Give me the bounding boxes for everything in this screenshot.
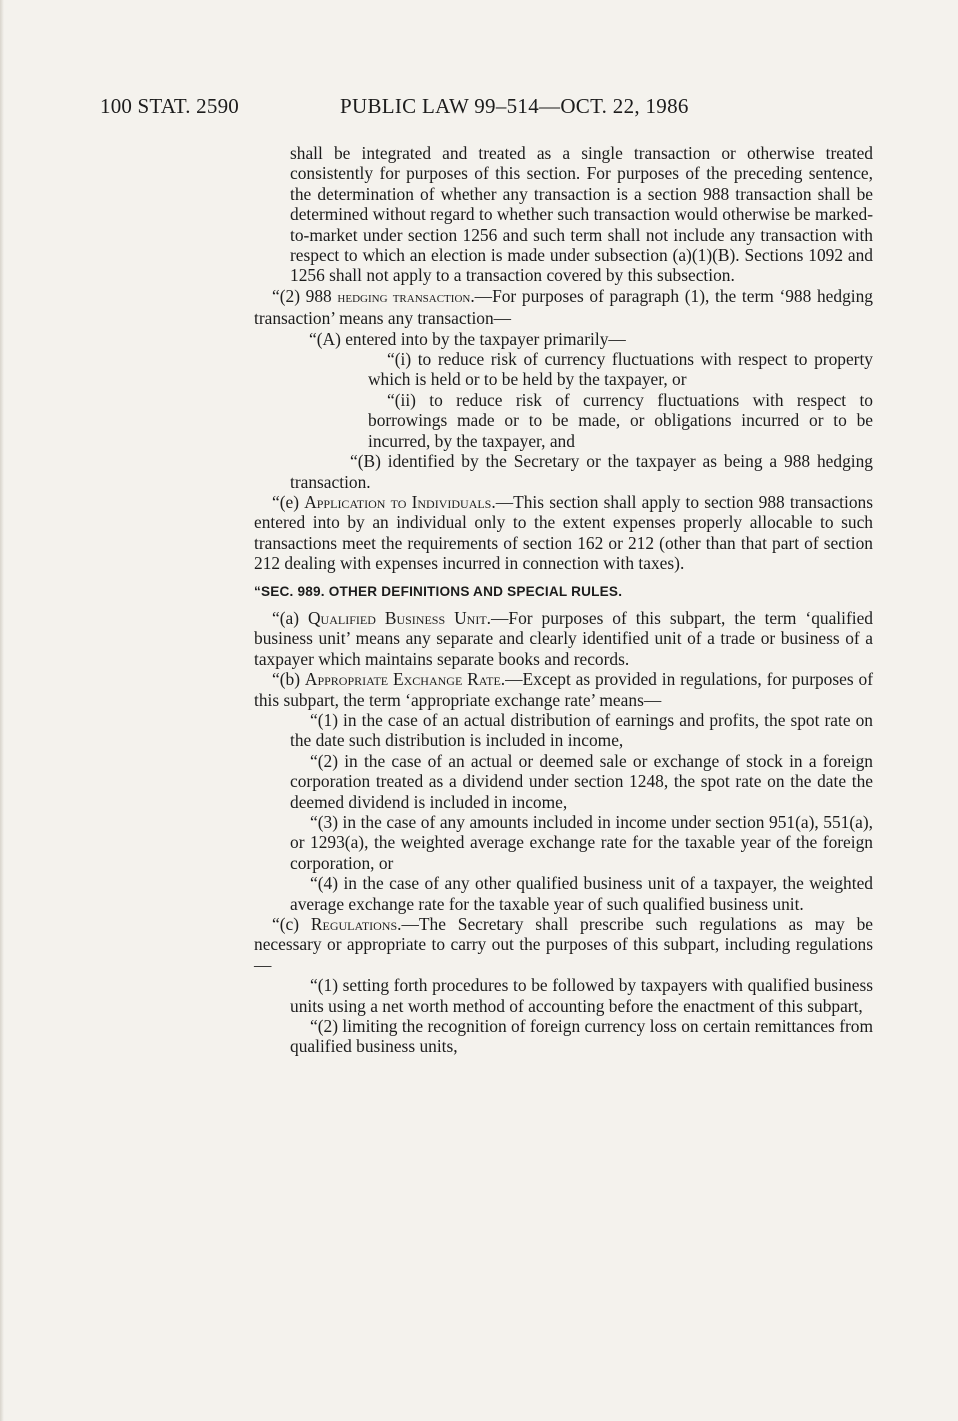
paragraph-heading: hedging transaction <box>337 288 471 306</box>
paragraph-c-1: “(1) setting forth procedures to be followed by taxpayers with qualified business units using a net worth method of accounting before the enactment of this subpart, <box>290 975 873 1016</box>
subsection-heading: Application to Individuals <box>304 491 492 512</box>
subsection-text: .—The Secretary shall prescribe such regulations as may be necessary or appropriate to carry out the purposes of this subpart, including regulations— <box>254 914 874 975</box>
clause-i: “(i) to reduce risk of currency fluctuations with respect to property which is held or to be held by the taxpayer, or <box>368 349 873 390</box>
subsection-e <box>254 492 873 574</box>
page-edge-shadow <box>0 0 4 1421</box>
clause-ii: “(ii) to reduce risk of currency fluctuations with respect to borrowings made or to be made, or obligations incurred or to be incurred, by the taxpayer, and <box>368 389 873 451</box>
subsection-heading: Appropriate Exchange Rate <box>304 669 501 690</box>
paragraph-b-2: “(2) in the case of an actual or deemed sale or exchange of stock in a foreign corporation treated as a dividend under section 1248, the spot rate on the date the deemed dividend is included in income, <box>290 750 873 812</box>
subsection-c <box>254 914 873 975</box>
paragraph-continuation: shall be integrated and treated as a single transaction or otherwise treated consistently for purposes of this section. For purposes of the preceding sentence, the determination of whether any transaction is a section 988 transaction shall be determined without regard to whether such transaction would otherwise be marked-to-market under section 1256 and such term shall not include any transaction with respect to which an election is made under subsection (a)(1)(B). Sections 1092 and 1256 shall not apply to a transaction covered by this subsection. <box>290 143 873 286</box>
subsection-number: “(c) <box>272 914 311 935</box>
document-body <box>254 143 873 1057</box>
subsection-number: “(a) <box>272 607 308 628</box>
subsection-number: “(e) <box>272 491 305 512</box>
subsection-heading: Regulations <box>310 914 398 935</box>
subparagraph-b: “(B) identified by the Secretary or the taxpayer as being a 988 hedging transaction. <box>290 451 873 492</box>
running-header <box>100 94 820 124</box>
subparagraph-a: “(A) entered into by the taxpayer primarily— <box>309 328 626 349</box>
paragraph-text: .—For purposes of paragraph (1), the term ‘988 hedging transaction’ means any transaction— <box>254 285 874 329</box>
subsection-heading: Qualified Business Unit <box>308 607 487 628</box>
paragraph-b-1: “(1) in the case of an actual distribution of earnings and profits, the spot rate on the date such distribution is included in income, <box>290 709 873 751</box>
section-heading: “SEC. 989. OTHER DEFINITIONS AND SPECIAL RULES. <box>254 583 623 599</box>
subsection-a <box>254 608 873 669</box>
subsection-text: .—This section shall apply to section 988 transactions entered into by an individual only to the extent expenses properly allocable to such transactions meet the requirements of section 162 or 212 (other than that part of section 212 dealing with expenses incurred in connection with taxes). <box>254 491 873 574</box>
paragraph-b-4: “(4) in the case of any other qualified business unit of a taxpayer, the weighted average exchange rate for the taxable year of such qualified business unit. <box>290 873 873 914</box>
subsection-text: .—For purposes of this subpart, the term ‘qualified business unit’ means any separate and clearly identified unit of a trade or business of a taxpayer which maintains separate books and records. <box>254 607 874 669</box>
statute-citation: 100 STAT. 2590 <box>100 94 239 118</box>
subsection-number: “(b) <box>272 669 305 690</box>
subsection-b <box>254 669 873 710</box>
paragraph-988-hedging-transaction <box>254 286 873 329</box>
subsection-text: .—Except as provided in regulations, for purposes of this subpart, the term ‘appropriate exchange rate’ means— <box>254 669 873 710</box>
paragraph-c-2: “(2) limiting the recognition of foreign currency loss on certain remittances from qualified business units, <box>290 1016 873 1057</box>
paragraph-number: “(2) 988 <box>272 285 338 306</box>
public-law-title: PUBLIC LAW 99–514—OCT. 22, 1986 <box>340 94 689 118</box>
paragraph-b-3: “(3) in the case of any amounts included in income under section 951(a), 551(a), or 1293(a), the weighted average exchange rate for the taxable year of the foreign corporation, or <box>290 812 873 873</box>
